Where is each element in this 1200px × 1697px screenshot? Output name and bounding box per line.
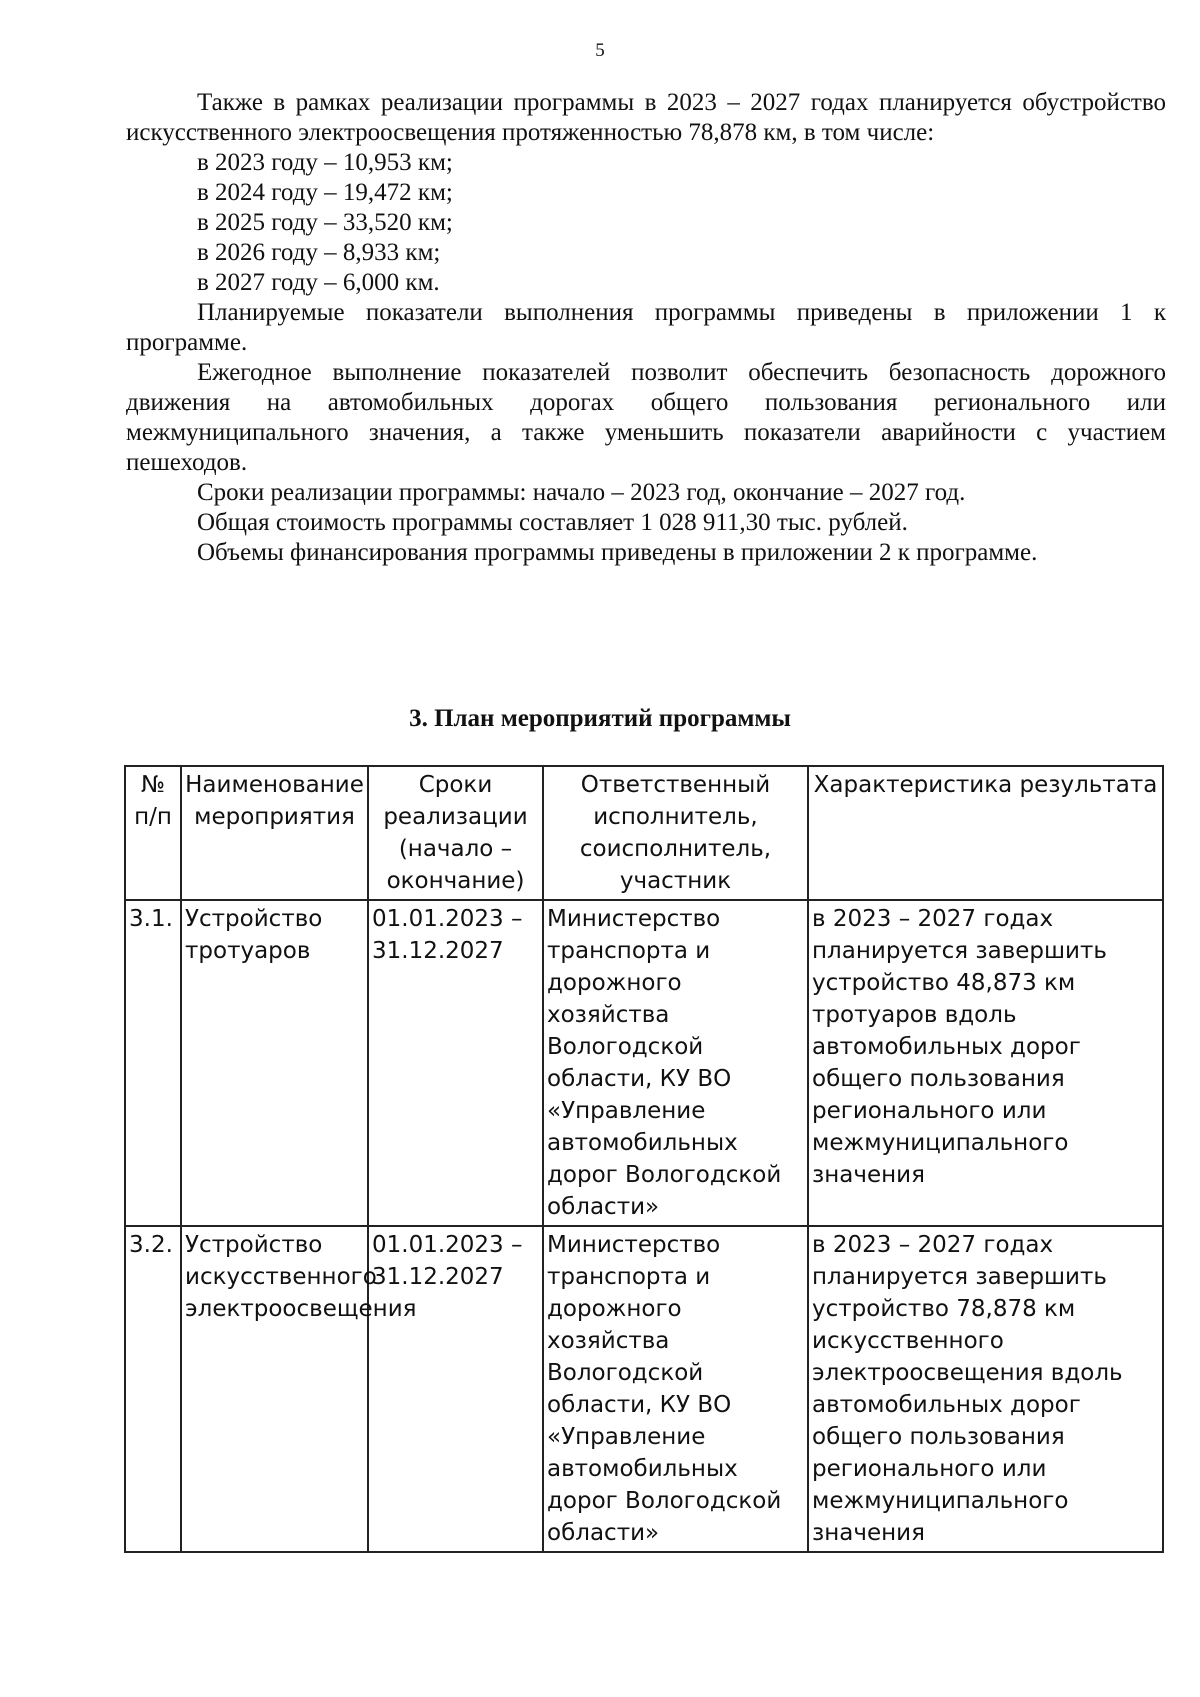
list-item: в 2024 году – 19,472 км; xyxy=(197,179,453,206)
activities-table xyxy=(124,765,1164,1553)
cell-responsible: Министерство транспорта и дорожного хозяйства Вологодской области, КУ ВО «Управление автомобильных дорог Вологодской области» xyxy=(543,1226,808,1552)
page-number: 5 xyxy=(595,40,605,61)
cell-responsible: Министерство транспорта и дорожного хозяйства Вологодской области, КУ ВО «Управление автомобильных дорог Вологодской области» xyxy=(543,900,808,1226)
paragraph-financing: Объемы финансирования программы приведены в приложении 2 к программе. xyxy=(197,539,1038,566)
header-result: Характеристика результата xyxy=(808,766,1163,900)
list-item: в 2023 году – 10,953 км; xyxy=(197,149,453,176)
cell-result: в 2023 – 2027 годах планируется завершить устройство 48,873 км тротуаров вдоль автомобильных дорог общего пользования регионального или межмуниципального значения xyxy=(808,900,1163,1226)
cell-result: в 2023 – 2027 годах планируется завершить устройство 78,878 км искусственного электроосвещения вдоль автомобильных дорог общего пользования регионального или межмуниципального значения xyxy=(808,1226,1163,1552)
cell-name: Устройство искусственного электроосвещения xyxy=(181,1226,368,1552)
table-row xyxy=(125,900,1163,1226)
yearly-lighting-list xyxy=(126,148,1166,298)
header-name: Наименование мероприятия xyxy=(181,766,368,900)
cell-terms: 01.01.2023 – 31.12.2027 xyxy=(368,1226,543,1552)
paragraph-indicators: Планируемые показатели выполнения программы приведены в приложении 1 к программе. xyxy=(126,299,1166,356)
paragraph-safety: Ежегодное выполнение показателей позволит обеспечить безопасность дорожного движения на автомобильных дорогах общего пользования регионального или межмуниципального значения, а также уменьшить показатели аварийности с участием пешеходов. xyxy=(126,359,1166,476)
list-item: в 2025 году – 33,520 км; xyxy=(197,209,453,236)
list-item: в 2026 году – 8,933 км; xyxy=(197,239,441,266)
header-terms: Сроки реализации (начало – окончание) xyxy=(368,766,543,900)
cell-num: 3.2. xyxy=(125,1226,181,1552)
paragraph-terms: Сроки реализации программы: начало – 2023 год, окончание – 2027 год. xyxy=(197,479,966,506)
paragraph-intro: Также в рамках реализации программы в 2023 – 2027 годах планируется обустройство искусственного электроосвещения протяженностью 78,878 км, в том числе: xyxy=(126,89,1166,146)
table-row xyxy=(125,1226,1163,1552)
list-item: в 2027 году – 6,000 км. xyxy=(197,269,440,296)
table-header-row xyxy=(125,766,1163,900)
body-text xyxy=(126,88,1166,568)
cell-name: Устройство тротуаров xyxy=(181,900,368,1226)
cell-terms: 01.01.2023 – 31.12.2027 xyxy=(368,900,543,1226)
paragraph-cost: Общая стоимость программы составляет 1 028 911,30 тыс. рублей. xyxy=(197,509,908,536)
header-num: № п/п xyxy=(125,766,181,900)
cell-num: 3.1. xyxy=(125,900,181,1226)
section-title: 3. План мероприятий программы xyxy=(409,705,791,732)
header-responsible: Ответственный исполнитель, соисполнитель, участник xyxy=(543,766,808,900)
